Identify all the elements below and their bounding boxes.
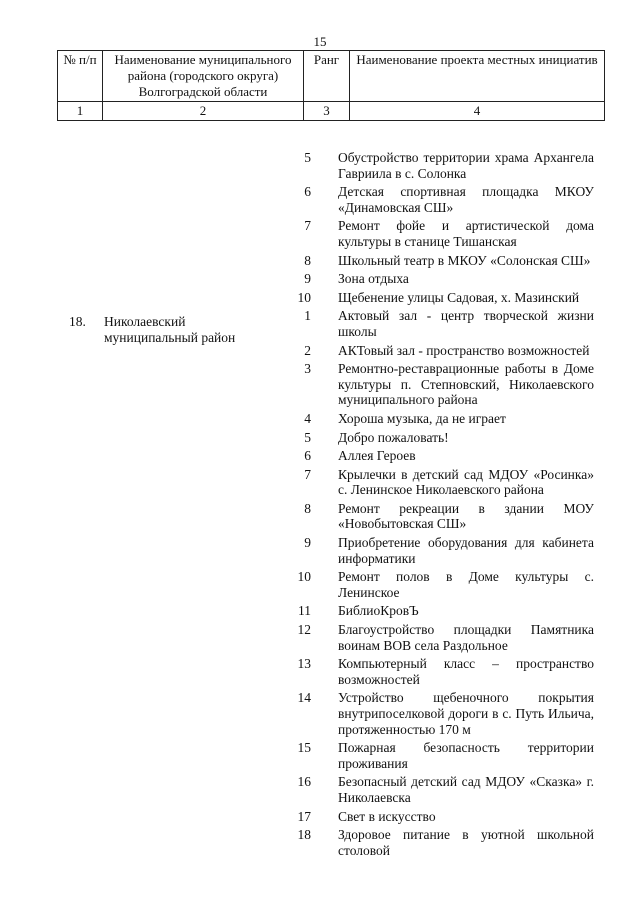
table-body — [0, 150, 640, 861]
table-row — [0, 740, 640, 771]
row-rank: 7 — [304, 218, 311, 234]
district-number: 18. — [69, 314, 86, 329]
row-rank: 10 — [297, 569, 311, 585]
row-rank: 12 — [297, 622, 311, 638]
table-row — [0, 430, 640, 446]
table-row — [0, 690, 640, 737]
table-row — [0, 569, 640, 600]
table-row — [0, 361, 640, 408]
row-rank: 6 — [304, 448, 311, 464]
row-rank: 1 — [304, 308, 311, 324]
page-number: 15 — [313, 34, 327, 49]
table-row — [0, 656, 640, 687]
row-project: Ремонт рекреации в здании МОУ «Новобытовская СШ» — [338, 500, 594, 532]
row-rank: 5 — [304, 429, 311, 445]
row-project: Компьютерный класс – пространство возможностей — [338, 656, 594, 687]
row-rank: 10 — [297, 289, 311, 305]
row-project: АКТовый зал - пространство возможностей — [338, 342, 590, 358]
header-col-number: № п/п — [58, 51, 103, 102]
table-row — [0, 809, 640, 825]
table-row — [0, 622, 640, 653]
header-col-project: Наименование проекта местных инициатив — [350, 51, 605, 102]
row-rank: 16 — [297, 774, 311, 790]
table-row — [0, 827, 640, 858]
row-project: Обустройство территории храма Архангела Гавриила в с. Солонка — [338, 150, 594, 181]
row-rank: 18 — [297, 827, 311, 843]
row-project: Школьный театр в МКОУ «Солонская СШ» — [338, 252, 591, 268]
table-row — [0, 501, 640, 532]
row-project: Безопасный детский сад МДОУ «Сказка» г. Николаевска — [338, 774, 594, 805]
row-project: Ремонт полов в Доме культуры с. Ленинское — [338, 569, 594, 600]
table-row — [0, 184, 640, 215]
row-project: Устройство щебеночного покрытия внутрипоселковой дороги в с. Путь Ильича, протяженностью 170 м — [338, 690, 594, 737]
row-rank: 5 — [304, 150, 311, 165]
header-index-3: 3 — [304, 102, 350, 121]
row-rank: 17 — [297, 808, 311, 824]
row-rank: 13 — [297, 656, 311, 672]
table-row — [0, 448, 640, 464]
row-project: Благоустройство площадки Памятника воинам ВОВ села Раздольное — [338, 622, 594, 653]
row-project: Свет в искусство — [338, 808, 436, 824]
row-rank: 9 — [304, 535, 311, 551]
row-rank: 7 — [304, 466, 311, 482]
row-rank: 4 — [304, 410, 311, 426]
row-project: Щебенение улицы Садовая, х. Мазинский — [338, 289, 580, 305]
row-project: БиблиоКровЪ — [338, 603, 419, 619]
row-project: Пожарная безопасность территории проживания — [338, 740, 594, 771]
row-rank: 8 — [304, 252, 311, 268]
header-row — [58, 51, 605, 102]
row-rank: 14 — [297, 690, 311, 706]
row-project: Аллея Героев — [338, 448, 416, 464]
row-rank: 11 — [298, 603, 311, 619]
row-project: Актовый зал - центр творческой жизни школы — [338, 308, 594, 339]
row-project: Ремонт фойе и артистической дома культуры в станице Тишанская — [338, 218, 594, 249]
header-index-1: 1 — [58, 102, 103, 121]
row-rank: 3 — [304, 361, 311, 377]
row-project: Добро пожаловать! — [338, 429, 449, 445]
row-rank: 9 — [304, 271, 311, 287]
table-row — [0, 150, 640, 181]
table-row — [0, 218, 640, 249]
row-rank: 2 — [304, 342, 311, 358]
header-index-2: 2 — [103, 102, 304, 121]
row-project: Крылечки в детский сад МДОУ «Росинка» с. Ленинское Николаевского района — [338, 466, 594, 498]
header-index-4: 4 — [350, 102, 605, 121]
row-project: Зона отдыха — [338, 271, 409, 287]
table-row — [0, 467, 640, 498]
table-row — [0, 603, 640, 619]
table-row — [0, 535, 640, 566]
header-col-rank: Ранг — [304, 51, 350, 102]
table-row — [0, 343, 640, 359]
table-row — [0, 308, 640, 339]
row-project: Приобретение оборудования для кабинета информатики — [338, 535, 594, 566]
row-rank: 15 — [297, 740, 311, 756]
row-project: Ремонтно-реставрационные работы в Доме культуры п. Степновский, Николаевского муниципального района — [338, 361, 594, 408]
header-index-row — [58, 102, 605, 121]
table-row — [0, 411, 640, 427]
table-row — [0, 290, 640, 306]
row-project: Здоровое питание в уютной школьной столовой — [338, 827, 594, 858]
table-row — [0, 253, 640, 269]
table-row — [0, 271, 640, 287]
row-project: Хороша музыка, да не играет — [338, 410, 506, 426]
project-list — [0, 150, 640, 858]
row-rank: 6 — [304, 184, 311, 200]
row-project: Детская спортивная площадка МКОУ «Динамовская СШ» — [338, 184, 594, 215]
table-row — [0, 774, 640, 805]
table-header — [57, 50, 605, 121]
row-rank: 8 — [304, 500, 311, 516]
district-name: Николаевский муниципальный район — [104, 314, 236, 345]
header-col-district: Наименование муниципального района (городского округа) Волгоградской области — [103, 51, 304, 102]
